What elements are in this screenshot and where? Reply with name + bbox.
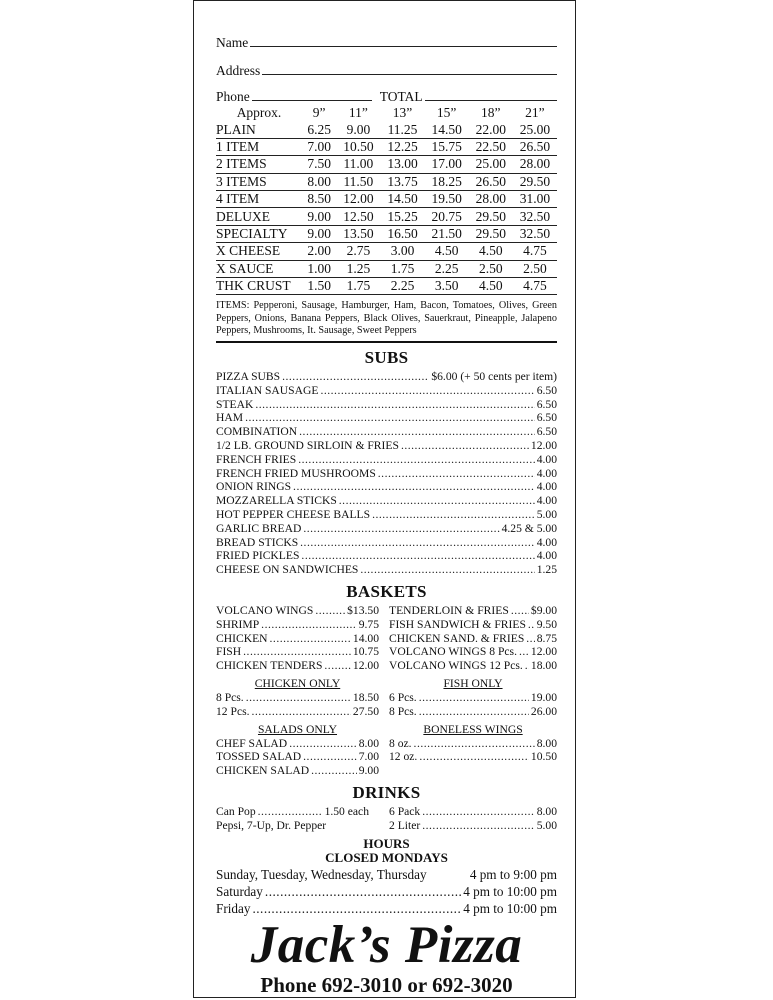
leader-dots (339, 494, 535, 508)
pizza-price-cell: 12.00 (343, 191, 374, 207)
pizza-price-cell: 1.00 (307, 260, 331, 276)
pizza-price-cell: 28.00 (475, 191, 506, 207)
menu-item-row (216, 467, 557, 481)
pizza-row (216, 243, 557, 260)
chicken-only-list (216, 691, 379, 719)
pizza-price-cell: 11.50 (343, 173, 374, 189)
pizza-row (216, 138, 557, 155)
total-line[interactable] (425, 100, 557, 101)
leader-dots (419, 705, 529, 719)
menu-item-name: STEAK (216, 397, 254, 411)
menu-item-name: CHEF SALAD (216, 736, 288, 750)
menu-item-row (216, 604, 379, 618)
can-pop-brands-text: Pepsi, 7-Up, Dr. Pepper (216, 818, 327, 832)
pizza-price-table (216, 105, 557, 295)
leader-dots (303, 750, 357, 764)
menu-item-row (216, 453, 557, 467)
pizza-price-cell: 31.00 (519, 191, 551, 207)
name-label: Name (216, 35, 249, 50)
name-field[interactable] (216, 23, 557, 51)
name-line (250, 46, 557, 47)
pizza-price-cell: 13.75 (387, 173, 418, 189)
menu-item-name: FISH (216, 645, 242, 659)
menu-item-row (216, 764, 379, 778)
pizza-price-cell: 25.00 (475, 156, 506, 172)
phone-label: Phone (216, 89, 250, 104)
menu-item-row (216, 370, 557, 384)
pizza-row-label: THK CRUST (216, 278, 291, 294)
size-header: 21” (525, 105, 545, 121)
hours-time: 4 pm to 9:00 pm (469, 866, 557, 882)
leader-dots (300, 536, 535, 550)
pizza-price-cell: 9.00 (307, 225, 331, 241)
menu-item-row (216, 645, 379, 659)
menu-item-price: 12.00 (530, 439, 557, 453)
closed-mondays: CLOSED MONDAYS (325, 849, 448, 865)
pizza-price-cell: 21.50 (431, 225, 462, 241)
size-header-row (216, 105, 557, 121)
pizza-price-cell: 12.50 (343, 208, 374, 224)
pizza-price-cell: 22.00 (475, 121, 506, 137)
menu-item-price: 8.00 (536, 805, 557, 818)
pizza-price-cell: 2.25 (434, 260, 459, 276)
menu-item-price: 4.00 (536, 466, 557, 480)
menu-item-name: 2 Liter (389, 818, 421, 832)
menu-item-name: TOSSED SALAD (216, 750, 302, 764)
menu-item-row (216, 494, 557, 508)
leader-dots (258, 805, 323, 819)
can-pop-brands (216, 819, 379, 833)
menu-item-name: 8 Pcs. (389, 704, 417, 718)
menu-item-name: 12 oz. (389, 750, 418, 764)
baskets-right-column (389, 604, 557, 673)
leader-dots (245, 411, 535, 425)
leader-dots (303, 522, 499, 536)
pizza-price-cell: 2.25 (390, 278, 415, 294)
pizza-price-cell: 9.00 (307, 208, 331, 224)
pizza-price-cell: 11.25 (387, 121, 418, 137)
menu-item-name: MOZZARELLA STICKS (216, 494, 337, 508)
boneless-wings-block (389, 719, 557, 778)
pizza-price-cell: 8.00 (307, 173, 331, 189)
menu-item-name: CHICKEN SAND. & FRIES (389, 631, 525, 645)
hours-list (216, 866, 557, 917)
menu-item-name: 8 oz. (389, 736, 412, 750)
menu-item-name: HOT PEPPER CHEESE BALLS (216, 508, 371, 522)
leader-dots (427, 866, 470, 883)
pizza-price-cell: 18.25 (431, 173, 462, 189)
leader-dots (401, 439, 529, 453)
menu-item-row (389, 632, 557, 646)
hours-row (216, 883, 557, 900)
pizza-row-label: X SAUCE (216, 260, 274, 276)
menu-item-price: 4.00 (536, 480, 557, 494)
menu-item-row (216, 549, 557, 563)
menu-item-price: 9.75 (358, 617, 379, 631)
menu-item-row (216, 691, 379, 705)
pizza-price-cell: 14.50 (387, 191, 418, 207)
drinks-left-column (216, 805, 379, 833)
pizza-row (216, 208, 557, 225)
leader-dots (324, 659, 351, 673)
pizza-price-cell: 1.50 (307, 278, 331, 294)
baskets-columns (216, 604, 557, 673)
menu-item-name: TENDERLOIN & FRIES (389, 604, 509, 618)
menu-item-row (216, 632, 379, 646)
menu-item-price: 8.75 (536, 631, 557, 645)
leader-dots (243, 645, 351, 659)
leader-dots (519, 645, 529, 659)
pizza-price-cell: 19.50 (431, 191, 462, 207)
menu-item-price: 7.00 (358, 750, 379, 764)
size-header: 13” (392, 105, 413, 121)
menu-item-name: 12 Pcs. (216, 704, 250, 718)
menu-item-name: 6 Pcs. (389, 691, 417, 705)
menu-item-name: CHEESE ON SANDWICHES (216, 563, 359, 577)
leader-dots (252, 705, 351, 719)
menu-item-row (216, 750, 379, 764)
subs-heading: SUBS (364, 348, 409, 368)
pizza-price-cell: 29.50 (475, 208, 506, 224)
menu-item-row (216, 411, 557, 425)
menu-item-name: Can Pop (216, 805, 256, 818)
leader-dots (293, 480, 535, 494)
approx-label: Approx. (236, 105, 282, 121)
menu-item-row (216, 439, 557, 453)
menu-item-row (389, 705, 557, 719)
menu-item-row (389, 618, 557, 632)
menu-item-name: VOLCANO WINGS 12 Pcs. (389, 659, 523, 673)
menu-item-price: $13.50 (347, 604, 379, 618)
pizza-price-cell: 16.50 (387, 225, 418, 241)
menu-item-price: 5.00 (536, 508, 557, 522)
pizza-row (216, 277, 557, 294)
pizza-items-list: ITEMS: Pepperoni, Sausage, Hamburger, Ham, Bacon, Tomatoes, Olives, Green Peppers, Onions, Banana Peppers, Black Olives, Sauerkraut, Pineapple, Jalapeno Peppers, Mushrooms, It. Sausage, Sweet Peppers (216, 300, 557, 337)
leader-dots (525, 659, 529, 673)
pizza-row-label: SPECIALTY (216, 225, 288, 241)
pizza-row (216, 225, 557, 242)
hours-days: Sunday, Tuesday, Wednesday, Thursday (216, 866, 427, 882)
menu-item-price: 1.25 (536, 563, 557, 577)
hours-time: 4 pm to 10:00 pm (463, 883, 557, 899)
menu-item-row (389, 604, 557, 618)
pizza-row (216, 190, 557, 207)
menu-item-name: PIZZA SUBS (216, 370, 281, 384)
pizza-row (216, 173, 557, 190)
menu-item-price: 4.00 (536, 549, 557, 563)
hours-days: Saturday (216, 883, 263, 899)
baskets-heading: BASKETS (346, 582, 427, 602)
menu-item-price: 8.00 (358, 736, 379, 750)
pizza-price-cell: 14.50 (431, 121, 462, 137)
jacks-pizza-logo: Jack’s Pizza (250, 915, 523, 974)
pizza-price-cell: 4.50 (434, 243, 459, 259)
menu-item-name: CHICKEN (216, 631, 268, 645)
baskets-left-column (216, 604, 379, 673)
leader-dots (289, 737, 357, 751)
pizza-row (216, 121, 557, 138)
salads-only-block (216, 719, 379, 778)
menu-item-name: 8 Pcs. (216, 691, 244, 705)
size-header: 9” (312, 105, 326, 121)
address-field[interactable] (216, 51, 557, 79)
menu-item-name: CHICKEN SALAD (216, 764, 310, 778)
leader-dots (526, 632, 534, 646)
leader-dots (252, 900, 461, 917)
menu-item-row (216, 737, 379, 751)
menu-item-name: GARLIC BREAD (216, 521, 302, 535)
menu-item-price: 4.00 (536, 494, 557, 508)
pizza-price-cell: 15.75 (431, 138, 462, 154)
menu-item-row (216, 705, 379, 719)
pizza-price-cell: 4.75 (523, 243, 547, 259)
address-line (262, 74, 557, 75)
menu-item-name: 1/2 LB. GROUND SIRLOIN & FRIES (216, 439, 399, 453)
pizza-row (216, 260, 557, 277)
menu-item-row (216, 536, 557, 550)
pizza-price-cell: 13.50 (343, 225, 374, 241)
pizza-price-cell: 8.50 (307, 191, 331, 207)
menu-item-row (216, 480, 557, 494)
menu-item-name: FRENCH FRIES (216, 452, 297, 466)
pizza-price-cell: 10.50 (343, 138, 374, 154)
chicken-only-block (216, 673, 379, 719)
drinks-right-column (389, 805, 557, 833)
leader-dots (301, 549, 534, 563)
pizza-price-cell: 3.50 (434, 278, 459, 294)
leader-dots (422, 805, 534, 819)
salads-wings-columns (216, 719, 557, 778)
pizza-row (216, 156, 557, 173)
menu-item-price: 26.00 (530, 704, 557, 718)
leader-dots (414, 737, 535, 751)
menu-item-name: HAM (216, 411, 244, 425)
leader-dots (320, 384, 534, 398)
menu-item-price: 6.50 (536, 411, 557, 425)
menu-item-row (216, 425, 557, 439)
menu-item-row (389, 805, 557, 819)
menu-item-price: 19.00 (530, 691, 557, 705)
pizza-price-cell: 4.75 (523, 278, 547, 294)
salads-only-heading: SALADS ONLY (257, 722, 338, 736)
menu-item-name: VOLCANO WINGS (216, 604, 314, 618)
menu-item-price: 6.50 (536, 397, 557, 411)
menu-item-row (216, 508, 557, 522)
menu-item-price: 6.50 (536, 425, 557, 439)
leader-dots (419, 691, 529, 705)
leader-dots (282, 370, 429, 384)
pizza-price-cell: 28.00 (519, 156, 551, 172)
pizza-row-label: DELUXE (216, 208, 270, 224)
menu-item-price: $6.00 (+ 50 cents per item) (431, 370, 557, 384)
menu-item-price: 12.00 (530, 645, 557, 659)
pizza-price-cell: 2.50 (478, 260, 503, 276)
menu-item-price: 6.50 (536, 383, 557, 397)
menu-item-name: SHRIMP (216, 617, 260, 631)
menu-item-price: 10.50 (530, 750, 557, 764)
drinks-columns (216, 805, 557, 833)
menu-item-price: 5.00 (536, 818, 557, 832)
pizza-price-cell: 26.50 (475, 173, 506, 189)
section-divider (216, 341, 557, 343)
menu-item-name: VOLCANO WINGS 8 Pcs. (389, 645, 517, 659)
leader-dots (372, 508, 535, 522)
hours-row (216, 866, 557, 883)
pizza-price-cell: 1.75 (390, 260, 415, 276)
leader-dots (311, 764, 357, 778)
pizza-price-cell: 29.50 (519, 173, 551, 189)
leader-dots (299, 425, 535, 439)
menu-item-price: 27.50 (352, 704, 379, 718)
pizza-price-cell: 13.00 (387, 156, 418, 172)
menu-content (216, 23, 557, 997)
pizza-price-cell: 2.50 (523, 260, 547, 276)
pizza-price-cell: 4.50 (478, 243, 503, 259)
pizza-price-cell: 1.75 (346, 278, 371, 294)
leader-dots (511, 604, 529, 618)
menu-item-price: 18.00 (530, 659, 557, 673)
pizza-row-label: PLAIN (216, 121, 256, 137)
menu-item-name: COMBINATION (216, 425, 298, 439)
pizza-price-cell: 32.50 (519, 225, 551, 241)
leader-dots (261, 618, 357, 632)
leader-dots (315, 604, 345, 618)
pizza-price-cell: 6.25 (307, 121, 331, 137)
pizza-price-cell: 25.00 (519, 121, 551, 137)
boneless-wings-heading: BONELESS WINGS (423, 722, 523, 736)
total-label: TOTAL (379, 89, 423, 104)
leader-dots (298, 453, 534, 467)
menu-item-name: ONION RINGS (216, 480, 292, 494)
menu-item-name: 6 Pack (389, 805, 421, 818)
leader-dots (246, 691, 351, 705)
menu-item-price: 14.00 (352, 631, 379, 645)
pizza-price-cell: 4.50 (478, 278, 503, 294)
menu-item-price: 12.00 (352, 659, 379, 673)
hours-days: Friday (216, 900, 251, 916)
menu-item-row (216, 805, 379, 819)
boneless-wings-list (389, 737, 557, 765)
menu-item-row (389, 737, 557, 751)
menu-item-row (216, 563, 557, 577)
menu-item-row (389, 659, 557, 673)
leader-dots (360, 563, 534, 577)
menu-item-name: ITALIAN SAUSAGE (216, 383, 319, 397)
leader-dots (419, 750, 529, 764)
size-header: 18” (481, 105, 501, 121)
leader-dots (270, 632, 351, 646)
pizza-price-cell: 7.00 (307, 138, 331, 154)
leader-dots (265, 883, 461, 900)
menu-item-price: 4.00 (536, 452, 557, 466)
menu-item-row (216, 522, 557, 536)
menu-item-name: CHICKEN TENDERS (216, 659, 323, 673)
menu-item-name: FISH SANDWICH & FRIES (389, 617, 526, 631)
menu-item-row (216, 618, 379, 632)
subs-list (216, 370, 557, 577)
chicken-fish-columns (216, 673, 557, 719)
pizza-row-label: 2 ITEMS (216, 156, 267, 172)
fish-only-block (389, 673, 557, 719)
pizza-price-cell: 9.00 (346, 121, 371, 137)
leader-dots (422, 819, 534, 833)
pizza-price-cell: 22.50 (475, 138, 506, 154)
leader-dots (378, 467, 535, 481)
pizza-row-label: 3 ITEMS (216, 173, 267, 189)
menu-item-name: FRENCH FRIED MUSHROOMS (216, 466, 376, 480)
pizza-price-cell: 15.25 (387, 208, 418, 224)
pizza-price-cell: 2.75 (346, 243, 371, 259)
hours-time: 4 pm to 10:00 pm (463, 900, 557, 916)
menu-item-row (216, 384, 557, 398)
drinks-heading: DRINKS (352, 783, 421, 802)
pizza-row-label: 1 ITEM (216, 138, 260, 154)
salads-only-list (216, 737, 379, 778)
pizza-row-label: X CHEESE (216, 243, 281, 259)
menu-item-row (216, 398, 557, 412)
menu-sheet (193, 0, 576, 998)
menu-item-row (389, 691, 557, 705)
pizza-price-cell: 12.25 (387, 138, 418, 154)
pizza-price-cell: 2.00 (307, 243, 331, 259)
hours-row (216, 900, 557, 917)
leader-dots (255, 398, 534, 412)
menu-item-row (389, 645, 557, 659)
pizza-price-cell: 1.25 (346, 260, 371, 276)
leader-dots (528, 618, 535, 632)
size-header: 15” (436, 105, 457, 121)
menu-item-name: BREAD STICKS (216, 535, 299, 549)
phone-total-row (216, 79, 557, 105)
pizza-price-cell: 3.00 (390, 243, 415, 259)
pizza-price-cell: 32.50 (519, 208, 551, 224)
fish-only-list (389, 691, 557, 719)
pizza-price-cell: 7.50 (307, 156, 331, 172)
phone-numbers: Phone 692-3010 or 692-3020 (260, 972, 513, 997)
menu-item-price: 10.75 (352, 645, 379, 659)
menu-item-price: 9.00 (358, 764, 379, 778)
pizza-row-label: 4 ITEM (216, 191, 260, 207)
menu-item-row (389, 819, 557, 833)
menu-item-price: 18.50 (352, 691, 379, 705)
pizza-price-cell: 20.75 (431, 208, 462, 224)
menu-item-row (389, 750, 557, 764)
menu-item-price: 9.50 (536, 617, 557, 631)
menu-item-row (216, 659, 379, 673)
menu-item-price: 8.00 (536, 736, 557, 750)
menu-item-price: $9.00 (530, 604, 557, 618)
pizza-price-cell: 11.00 (343, 156, 374, 172)
hours-heading: HOURS (363, 835, 410, 851)
pizza-price-cell: 17.00 (431, 156, 462, 172)
chicken-only-heading: CHICKEN ONLY (254, 677, 341, 691)
size-header: 11” (348, 105, 368, 121)
pizza-price-cell: 26.50 (519, 138, 551, 154)
fish-only-heading: FISH ONLY (443, 677, 503, 691)
menu-item-price: 4.25 & 5.00 (501, 521, 557, 535)
menu-item-price: 4.00 (536, 535, 557, 549)
menu-item-price: 1.50 each (324, 805, 369, 818)
pizza-price-cell: 29.50 (475, 225, 506, 241)
menu-item-name: FRIED PICKLES (216, 549, 300, 563)
address-label: Address (216, 63, 261, 78)
phone-line[interactable] (252, 100, 372, 101)
